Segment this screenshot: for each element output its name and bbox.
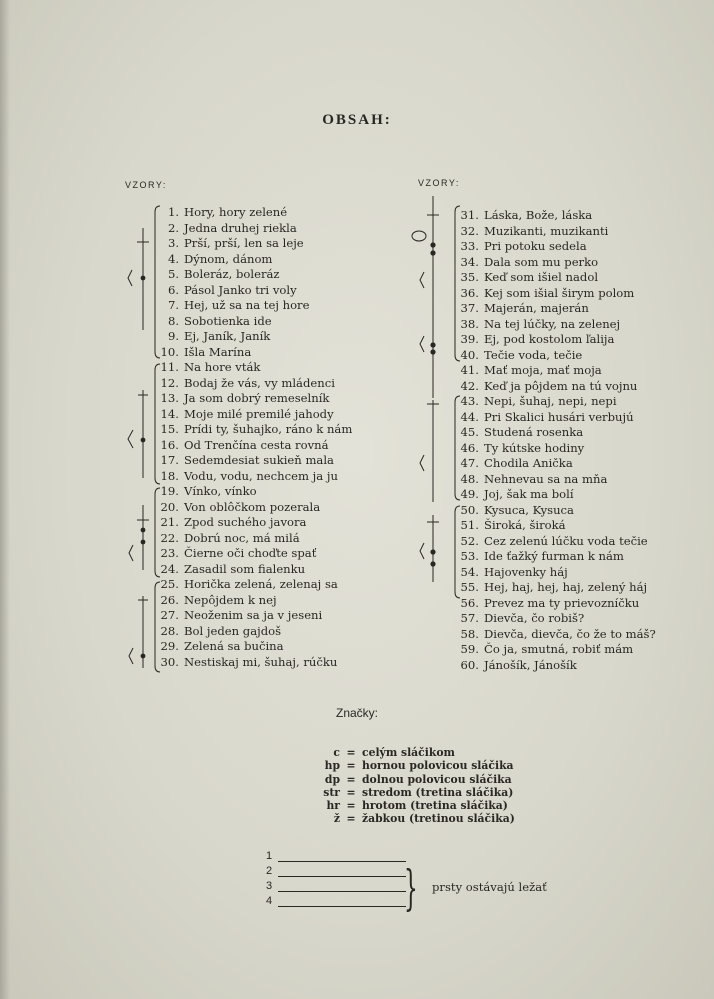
song-number: 24. [160, 561, 179, 576]
song-title: Dievča, dievča, čo že to máš? [484, 626, 656, 641]
song-title: Čierne oči choďte spať [184, 546, 317, 560]
song-number: 18. [160, 468, 179, 483]
vzory-label-right: VZORY: [418, 178, 460, 188]
song-title: Išla Marína [184, 344, 252, 359]
song-number: 11. [160, 360, 179, 374]
contents-list-right [458, 208, 656, 673]
song-title: Majerán, majerán [484, 301, 589, 315]
song-title: Nepôjdem k nej [184, 592, 277, 607]
song-number: 10. [160, 344, 179, 359]
contents-right-row [458, 301, 656, 317]
legend-definition: hornou polovicou sláčika [362, 759, 514, 773]
circled-mark [412, 231, 426, 241]
legend-equals: = [346, 799, 356, 813]
song-title: Joj, šak ma bolí [484, 487, 574, 501]
song-title: Bol jeden gajdoš [184, 623, 282, 638]
song-number: 46. [460, 440, 479, 455]
contents-left-row [158, 453, 352, 469]
contents-left-row [158, 655, 352, 671]
finger-number: 3 [266, 880, 273, 892]
finger-number: 4 [266, 895, 273, 907]
song-number: 40. [460, 347, 479, 362]
song-title: Nehnevau sa na mňa [484, 471, 608, 486]
fingers-note: prsty ostávajú ležať [432, 880, 547, 894]
song-title: Horička zelená, zelenaj sa [184, 577, 338, 591]
contents-left-row [158, 515, 352, 531]
song-number: 52. [460, 533, 479, 548]
contents-right-row [458, 658, 656, 674]
contents-left-row [158, 221, 352, 237]
song-title: Dala som mu perko [484, 254, 599, 269]
vzory-label-left: VZORY: [125, 180, 167, 190]
song-title: Prší, prší, len sa leje [184, 236, 304, 250]
song-title: Prídi ty, šuhajko, ráno k nám [184, 422, 353, 436]
song-title: Dievča, čo robiš? [484, 611, 585, 625]
song-title: Láska, Bože, láska [484, 208, 593, 222]
song-number: 4. [167, 251, 179, 266]
contents-left-row [158, 360, 352, 376]
legend-equals: = [346, 759, 356, 773]
song-title: Keď som išiel nadol [484, 270, 599, 284]
song-number: 47. [460, 456, 479, 470]
contents-left-row [158, 345, 352, 361]
contents-right-row [458, 425, 656, 441]
song-number: 55. [460, 580, 479, 594]
song-number: 53. [460, 549, 479, 563]
legend-title: Značky: [335, 706, 378, 720]
song-title: Ej, pod kostolom ľalija [484, 332, 615, 346]
contents-left-row [158, 577, 352, 593]
song-title: Bodaj že vás, vy mládenci [184, 375, 335, 390]
contents-right-row [458, 580, 656, 596]
legend-definition: stredom (tretina sláčika) [362, 785, 514, 799]
song-title: Tečie voda, tečie [484, 347, 583, 362]
song-title: Prevez ma ty prievozníčku [484, 595, 640, 610]
song-title: Od Trenčína cesta rovná [184, 437, 329, 452]
song-title: Vínko, vínko [184, 484, 257, 498]
contents-left-row [158, 391, 352, 407]
song-number: 8. [167, 313, 179, 328]
song-number: 28. [160, 623, 179, 638]
song-number: 12. [160, 375, 179, 390]
song-number: 60. [460, 657, 479, 672]
contents-left-row [158, 236, 352, 252]
song-title: Muzikanti, muzikanti [484, 223, 609, 238]
legend-row [300, 786, 515, 799]
song-number: 22. [160, 530, 179, 545]
contents-left-row [158, 562, 352, 578]
song-number: 32. [460, 223, 479, 238]
contents-left-row [158, 531, 352, 547]
song-number: 20. [160, 499, 179, 514]
song-title: Zasadil som fialenku [184, 561, 306, 576]
contents-left-row [158, 484, 352, 500]
song-title: Ja som dobrý remeselník [184, 391, 330, 405]
song-number: 36. [460, 285, 479, 300]
song-title: Dobrú noc, má milá [184, 530, 300, 545]
contents-left-row [158, 546, 352, 562]
song-title: Keď ja pôjdem na tú vojnu [484, 378, 638, 393]
song-number: 57. [460, 611, 479, 625]
legend-row [300, 746, 515, 759]
song-title: Cez zelenú lúčku voda tečie [484, 533, 648, 548]
song-number: 34. [460, 254, 479, 269]
contents-left-row [158, 407, 352, 423]
song-number: 54. [460, 564, 479, 579]
legend-equals: = [346, 746, 356, 759]
contents-right-row [458, 611, 656, 627]
song-title: Sedemdesiat sukieň mala [184, 453, 334, 467]
contents-left-row [158, 252, 352, 268]
song-title: Hory, hory zelené [184, 205, 288, 219]
contents-left-row [158, 267, 352, 283]
song-number: 58. [460, 626, 479, 641]
contents-right-row [458, 348, 656, 364]
song-number: 9. [167, 329, 179, 343]
contents-left-row [158, 376, 352, 392]
song-number: 3. [167, 236, 179, 250]
song-title: Pri potoku sedela [484, 239, 587, 253]
song-number: 2. [167, 220, 179, 235]
contents-right-row [458, 565, 656, 581]
song-number: 30. [160, 654, 179, 669]
contents-right-row [458, 487, 656, 503]
legend-definition: hrotom (tretina sláčika) [362, 799, 508, 813]
legend-equals: = [346, 785, 356, 799]
contents-left-row [158, 639, 352, 655]
song-number: 59. [460, 642, 479, 656]
song-title: Boleráz, boleráz [184, 267, 280, 281]
contents-right-row [458, 642, 656, 658]
contents-right-row [458, 255, 656, 271]
song-title: Nepi, šuhaj, nepi, nepi [484, 394, 617, 408]
legend-equals: = [346, 812, 356, 826]
contents-right-row [458, 456, 656, 472]
song-title: Moje milé premilé jahody [184, 406, 334, 421]
contents-left-row [158, 438, 352, 454]
song-title: Ide ťažký furman k nám [484, 549, 624, 563]
song-title: Sobotienka ide [184, 313, 272, 328]
contents-right-row [458, 332, 656, 348]
song-title: Vodu, vodu, nechcem ja ju [184, 468, 338, 483]
song-number: 19. [160, 484, 179, 498]
song-title: Hej, haj, hej, haj, zelený háj [484, 580, 648, 594]
song-number: 14. [160, 406, 179, 421]
song-title: Na tej lúčky, na zelenej [484, 316, 621, 331]
song-number: 7. [167, 298, 179, 312]
contents-right-row [458, 270, 656, 286]
song-title: Na hore vták [184, 360, 261, 374]
song-number: 44. [460, 409, 479, 424]
finger-line [278, 891, 406, 892]
song-title: Studená rosenka [484, 425, 584, 439]
contents-left-row [158, 624, 352, 640]
contents-left-row [158, 469, 352, 485]
contents-right-row [458, 518, 656, 534]
contents-right-row [458, 224, 656, 240]
song-title: Neoženim sa ja v jeseni [184, 608, 323, 622]
contents-right-row [458, 441, 656, 457]
song-title: Kysuca, Kysuca [484, 502, 574, 517]
finger-number: 1 [266, 850, 273, 862]
song-number: 13. [160, 391, 179, 405]
legend-row [300, 773, 515, 786]
finger-brace: } [404, 860, 418, 916]
contents-left-row [158, 329, 352, 345]
legend-equals: = [346, 772, 356, 786]
contents-right-row [458, 627, 656, 643]
contents-right-row [458, 549, 656, 565]
song-number: 39. [460, 332, 479, 346]
finger-line [278, 906, 406, 907]
song-number: 33. [460, 239, 479, 253]
song-title: Zelená sa bučina [184, 639, 284, 653]
legend-abbreviation: dp [324, 772, 340, 786]
song-title: Jedna druhej riekla [184, 220, 297, 235]
song-number: 15. [160, 422, 179, 436]
contents-left-row [158, 298, 352, 314]
song-number: 16. [160, 437, 179, 452]
contents-right-row [458, 239, 656, 255]
bowing-legend [300, 746, 515, 826]
song-title: Čo ja, smutná, robiť mám [484, 642, 634, 656]
song-number: 42. [460, 378, 479, 393]
contents-right-row [458, 534, 656, 550]
legend-row [300, 759, 515, 772]
song-number: 29. [160, 639, 179, 653]
contents-right-row [458, 394, 656, 410]
legend-definition: dolnou polovicou sláčika [362, 772, 512, 786]
song-title: Zpod suchého javora [184, 515, 307, 529]
song-title: Ej, Janík, Janík [184, 329, 271, 343]
song-number: 43. [460, 394, 479, 408]
song-number: 45. [460, 425, 479, 439]
legend-definition: žabkou (tretinou sláčika) [362, 812, 515, 826]
contents-left-row [158, 283, 352, 299]
legend-row [300, 812, 515, 825]
contents-left-row [158, 608, 352, 624]
contents-right-row [458, 379, 656, 395]
legend-abbreviation: c [333, 746, 340, 759]
contents-right-row [458, 410, 656, 426]
legend-definition: celým sláčikom [362, 746, 455, 759]
song-number: 50. [460, 502, 479, 517]
contents-left-row [158, 593, 352, 609]
finger-line [278, 861, 406, 862]
legend-abbreviation: str [323, 785, 340, 799]
song-title: Hajovenky háj [484, 564, 568, 579]
song-number: 35. [460, 270, 479, 284]
contents-right-row [458, 317, 656, 333]
song-number: 37. [460, 301, 479, 315]
legend-abbreviation: hr [326, 799, 340, 813]
song-number: 5. [167, 267, 179, 281]
legend-abbreviation: ž [333, 812, 340, 826]
song-number: 31. [460, 208, 479, 222]
contents-left-row [158, 314, 352, 330]
song-title: Ty kútske hodiny [484, 440, 585, 455]
song-number: 25. [160, 577, 179, 591]
song-number: 17. [160, 453, 179, 467]
contents-right-row [458, 363, 656, 379]
song-number: 48. [460, 471, 479, 486]
song-number: 38. [460, 316, 479, 331]
contents-right-row [458, 596, 656, 612]
finger-number: 2 [266, 865, 273, 877]
legend-row [300, 799, 515, 812]
contents-right-row [458, 286, 656, 302]
song-number: 26. [160, 592, 179, 607]
contents-right-row [458, 208, 656, 224]
song-title: Jánošík, Jánošík [484, 657, 577, 672]
song-number: 56. [460, 595, 479, 610]
finger-line [278, 876, 406, 877]
contents-right-row [458, 503, 656, 519]
song-title: Von oblôčkom pozerala [184, 499, 321, 514]
song-title: Nestiskaj mi, šuhaj, rúčku [184, 654, 338, 669]
song-number: 51. [460, 518, 479, 532]
song-number: 49. [460, 487, 479, 501]
contents-list-left [158, 205, 352, 670]
page-title: OBSAH: [322, 112, 392, 128]
song-title: Dýnom, dánom [184, 251, 273, 266]
song-number: 41. [460, 363, 479, 377]
song-title: Široká, široká [484, 518, 566, 532]
song-number: 1. [167, 205, 179, 219]
song-title: Hej, už sa na tej hore [184, 298, 310, 312]
contents-right-row [458, 472, 656, 488]
song-number: 21. [160, 515, 179, 529]
legend-abbreviation: hp [324, 759, 340, 773]
contents-left-row [158, 500, 352, 516]
song-title: Pri Skalici husári verbujú [484, 409, 634, 424]
song-number: 6. [167, 282, 179, 297]
song-title: Pásol Janko tri voly [184, 282, 297, 297]
contents-left-row [158, 422, 352, 438]
song-title: Kej som išial širym polom [484, 285, 635, 300]
song-title: Chodila Anička [484, 456, 573, 470]
song-title: Mať moja, mať moja [484, 363, 602, 377]
song-number: 27. [160, 608, 179, 622]
song-number: 23. [160, 546, 179, 560]
contents-left-row [158, 205, 352, 221]
